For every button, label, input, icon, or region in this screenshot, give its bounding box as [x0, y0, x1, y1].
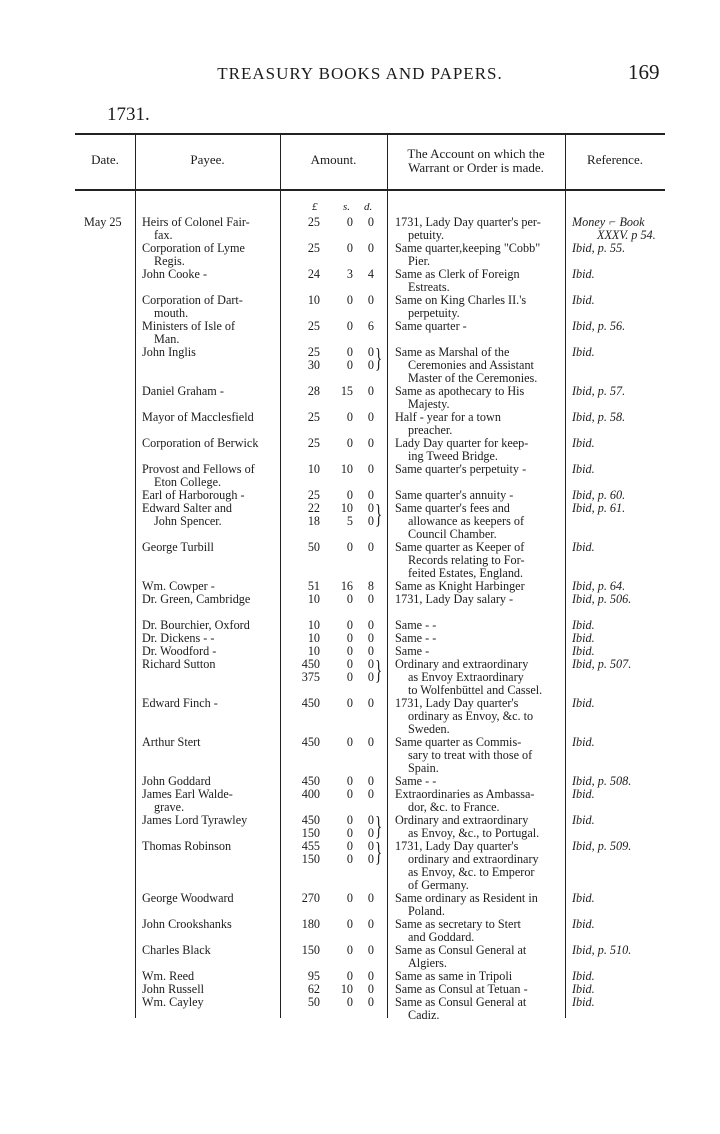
column-rule [565, 133, 566, 1018]
amount-pounds: 50 [307, 540, 320, 554]
column-rule [387, 133, 388, 1018]
amount-pence: 0 [367, 215, 374, 229]
amount-shillings: 0 [346, 488, 353, 502]
row-reference: Ibid, p. 61. [572, 501, 626, 515]
row-payee: Ministers of Isle of [142, 319, 236, 333]
amount-brace: } [375, 655, 383, 685]
amount-pence: 0 [367, 696, 374, 710]
row-account: Poland. [408, 904, 445, 918]
amount-pence: 0 [367, 657, 374, 671]
row-payee: Regis. [154, 254, 185, 268]
amount-pounds: 62 [307, 982, 320, 996]
amount-shillings: 5 [346, 514, 353, 528]
amount-shillings: 0 [346, 839, 353, 853]
row-account: perpetuity. [408, 306, 460, 320]
row-account: Same as apothecary to His [395, 384, 525, 398]
row-account: ing Tweed Bridge. [408, 449, 498, 463]
row-account: ordinary and extraordinary [408, 852, 539, 866]
amount-pounds: 51 [307, 579, 320, 593]
column-header-amount: Amount. [310, 152, 357, 167]
row-account: Same as Consul at Tetuan - [395, 982, 528, 996]
amount-shillings: 0 [346, 358, 353, 372]
amount-shillings: 0 [346, 631, 353, 645]
row-account: Cadiz. [408, 1008, 440, 1022]
amount-shillings: 0 [346, 735, 353, 749]
row-payee: Corporation of Lyme [142, 241, 245, 255]
amount-brace: } [375, 499, 383, 529]
amount-shillings: 0 [346, 215, 353, 229]
amount-pence: 0 [367, 631, 374, 645]
row-reference: Ibid, p. 508. [572, 774, 632, 788]
amount-shillings: 0 [346, 917, 353, 931]
column-rule [135, 133, 136, 1018]
row-account: as Envoy, &c., to Portugal. [408, 826, 540, 840]
amount-pounds: 30 [307, 358, 320, 372]
row-account: Same - - [395, 618, 437, 632]
row-payee: George Woodward [142, 891, 234, 905]
amount-pounds: 10 [307, 592, 320, 606]
amount-pounds: 450 [301, 735, 320, 749]
row-reference: Ibid. [572, 995, 595, 1009]
row-reference: Ibid. [572, 891, 595, 905]
amount-pounds: 150 [301, 852, 320, 866]
amount-pounds: 455 [301, 839, 320, 853]
column-header-date: Date. [91, 152, 119, 167]
row-payee: Wm. Cayley [142, 995, 204, 1009]
amount-pounds: 270 [301, 891, 320, 905]
amount-pounds: 10 [307, 293, 320, 307]
row-reference: Ibid. [572, 813, 595, 827]
amount-pounds: 95 [307, 969, 320, 983]
table-top-rule [75, 133, 665, 135]
amount-pence: 0 [367, 540, 374, 554]
amount-pence: 0 [367, 384, 374, 398]
amount-brace: } [375, 343, 383, 373]
row-account: to Wolfenbüttel and Cassel. [408, 683, 543, 697]
year-heading: 1731. [107, 104, 150, 125]
column-header-payee: Payee. [190, 152, 225, 167]
row-payee: John Inglis [142, 345, 196, 359]
amount-shillings: 0 [346, 319, 353, 333]
amount-shillings: 0 [346, 657, 353, 671]
amount-brace: } [375, 811, 383, 841]
amount-pounds: 50 [307, 995, 320, 1009]
row-payee: Wm. Cowper - [142, 579, 215, 593]
amount-pounds: 25 [307, 488, 320, 502]
row-reference: Ibid, p. 58. [572, 410, 626, 424]
row-account: Algiers. [408, 956, 447, 970]
page-number: 169 [628, 60, 660, 84]
amount-pence: 4 [367, 267, 374, 281]
row-account: Sweden. [408, 722, 450, 736]
column-header-account-line1: The Account on which the [407, 146, 545, 161]
pence-symbol: d. [364, 201, 373, 213]
row-payee: Earl of Harborough - [142, 488, 245, 502]
row-payee: Wm. Reed [142, 969, 195, 983]
amount-pounds: 22 [307, 501, 320, 515]
column-header-reference: Reference. [587, 152, 643, 167]
row-account: petuity. [408, 228, 445, 242]
row-payee: Heirs of Colonel Fair- [142, 215, 250, 229]
amount-pence: 0 [367, 436, 374, 450]
row-payee: Mayor of Macclesfield [142, 410, 254, 424]
row-account: Same quarter as Commis- [395, 735, 522, 749]
amount-pounds: 150 [301, 826, 320, 840]
row-account: Same on King Charles II.'s [395, 293, 527, 307]
row-account: feited Estates, England. [408, 566, 524, 580]
amount-pounds: 24 [307, 267, 320, 281]
amount-pounds: 25 [307, 241, 320, 255]
row-reference: Ibid. [572, 696, 595, 710]
amount-pounds: 10 [307, 644, 320, 658]
amount-pence: 0 [367, 488, 374, 502]
row-reference: Ibid, p. 57. [572, 384, 626, 398]
amount-brace: } [375, 837, 383, 867]
row-reference: Ibid, p. 510. [572, 943, 632, 957]
row-account: allowance as keepers of [408, 514, 525, 528]
row-payee: Dr. Dickens - - [142, 631, 215, 645]
row-reference: Ibid. [572, 540, 595, 554]
row-account: 1731, Lady Day quarter's [395, 696, 519, 710]
amount-pounds: 450 [301, 774, 320, 788]
row-reference: Ibid, p. 56. [572, 319, 626, 333]
row-payee: Man. [154, 332, 180, 346]
row-payee: grave. [154, 800, 185, 814]
row-account: Majesty. [408, 397, 450, 411]
row-account: 1731, Lady Day quarter's per- [395, 215, 541, 229]
amount-pounds: 18 [307, 514, 320, 528]
row-reference: Ibid. [572, 735, 595, 749]
row-account: Ordinary and extraordinary [395, 813, 529, 827]
row-account: Master of the Ceremonies. [408, 371, 538, 385]
amount-pence: 0 [367, 774, 374, 788]
amount-pence: 0 [367, 670, 374, 684]
row-payee: James Lord Tyrawley [142, 813, 248, 827]
row-reference: Ibid, p. 506. [572, 592, 632, 606]
row-reference: XXXV. p 54. [597, 228, 656, 242]
amount-shillings: 0 [346, 618, 353, 632]
amount-shillings: 0 [346, 345, 353, 359]
row-payee: Corporation of Berwick [142, 436, 259, 450]
row-account: preacher. [408, 423, 453, 437]
row-payee: John Cooke - [142, 267, 207, 281]
row-account: as Envoy Extraordinary [408, 670, 524, 684]
row-payee: mouth. [154, 306, 189, 320]
amount-shillings: 0 [346, 670, 353, 684]
amount-shillings: 3 [346, 267, 353, 281]
row-account: dor, &c. to France. [408, 800, 500, 814]
amount-pence: 0 [367, 982, 374, 996]
column-header-account [387, 147, 565, 175]
amount-shillings: 0 [346, 696, 353, 710]
amount-pence: 0 [367, 917, 374, 931]
row-payee: Corporation of Dart- [142, 293, 243, 307]
amount-pounds: 25 [307, 345, 320, 359]
row-account: Estreats. [408, 280, 450, 294]
amount-pence: 6 [367, 319, 374, 333]
row-reference: Ibid, p. 55. [572, 241, 626, 255]
amount-shillings: 0 [346, 436, 353, 450]
row-reference: Ibid. [572, 462, 595, 476]
row-account: Same as Consul General at [395, 943, 527, 957]
row-reference: Ibid. [572, 618, 595, 632]
pounds-symbol: £ [312, 201, 318, 213]
amount-pounds: 10 [307, 618, 320, 632]
amount-pence: 0 [367, 514, 374, 528]
row-account: Same as Clerk of Foreign [395, 267, 520, 281]
row-account: Same as same in Tripoli [395, 969, 513, 983]
row-account: ordinary as Envoy, &c. to [408, 709, 534, 723]
amount-shillings: 0 [346, 410, 353, 424]
row-account: Same as Consul General at [395, 995, 527, 1009]
amount-pounds: 180 [301, 917, 320, 931]
amount-pence: 0 [367, 813, 374, 827]
amount-pounds: 150 [301, 943, 320, 957]
row-payee: Daniel Graham - [142, 384, 224, 398]
amount-shillings: 0 [346, 969, 353, 983]
amount-shillings: 0 [346, 943, 353, 957]
row-account: Same ordinary as Resident in [395, 891, 538, 905]
amount-shillings: 16 [340, 579, 353, 593]
amount-shillings: 10 [340, 982, 353, 996]
row-payee: Dr. Bourchier, Oxford [142, 618, 250, 632]
amount-pence: 0 [367, 943, 374, 957]
row-reference: Ibid, p. 64. [572, 579, 626, 593]
row-payee: John Russell [142, 982, 204, 996]
row-account: Same as Marshal of the [395, 345, 510, 359]
amount-pounds: 25 [307, 319, 320, 333]
amount-shillings: 0 [346, 293, 353, 307]
row-account: Records relating to For- [408, 553, 525, 567]
row-payee: James Earl Walde- [142, 787, 233, 801]
row-account: Same - - [395, 774, 437, 788]
amount-pence: 0 [367, 293, 374, 307]
amount-shillings: 0 [346, 774, 353, 788]
amount-pence: 0 [367, 462, 374, 476]
amount-shillings: 10 [340, 501, 353, 515]
row-reference: Ibid. [572, 436, 595, 450]
row-account: and Goddard. [408, 930, 475, 944]
row-payee: Richard Sutton [142, 657, 216, 671]
row-account: as Envoy, &c. to Emperor [408, 865, 535, 879]
row-reference: Ibid. [572, 267, 595, 281]
amount-pounds: 400 [301, 787, 320, 801]
row-account: 1731, Lady Day quarter's [395, 839, 519, 853]
row-account: Ceremonies and Assistant [408, 358, 534, 372]
amount-shillings: 0 [346, 644, 353, 658]
row-account: Lady Day quarter for keep- [395, 436, 529, 450]
row-reference: Ibid, p. 509. [572, 839, 632, 853]
row-account: Same quarter's perpetuity - [395, 462, 527, 476]
amount-pence: 0 [367, 501, 374, 515]
amount-shillings: 0 [346, 241, 353, 255]
row-payee: Edward Salter and [142, 501, 233, 515]
amount-pence: 8 [367, 579, 374, 593]
row-account: Same quarter's fees and [395, 501, 510, 515]
row-payee: Thomas Robinson [142, 839, 232, 853]
row-reference: Ibid. [572, 644, 595, 658]
row-reference: Ibid. [572, 631, 595, 645]
amount-pounds: 25 [307, 215, 320, 229]
amount-pounds: 450 [301, 657, 320, 671]
row-account: Same - [395, 644, 430, 658]
row-reference: Ibid. [572, 345, 595, 359]
amount-pence: 0 [367, 839, 374, 853]
amount-shillings: 0 [346, 787, 353, 801]
amount-shillings: 0 [346, 995, 353, 1009]
amount-shillings: 0 [346, 826, 353, 840]
amount-pence: 0 [367, 891, 374, 905]
row-account: Pier. [408, 254, 431, 268]
row-account: Same quarter - [395, 319, 467, 333]
amount-pence: 0 [367, 995, 374, 1009]
row-account: Extraordinaries as Ambassa- [395, 787, 535, 801]
row-account: Ordinary and extraordinary [395, 657, 529, 671]
row-reference: Ibid, p. 60. [572, 488, 626, 502]
amount-shillings: 10 [340, 462, 353, 476]
row-payee: John Crookshanks [142, 917, 232, 931]
amount-pounds: 10 [307, 462, 320, 476]
column-rule [280, 133, 281, 1018]
row-payee: fax. [154, 228, 173, 242]
row-account: Half - year for a town [395, 410, 501, 424]
header-bottom-rule [75, 189, 665, 191]
row-reference: Ibid, p. 507. [572, 657, 632, 671]
row-account: Council Chamber. [408, 527, 497, 541]
row-account: Same quarter as Keeper of [395, 540, 525, 554]
row-account: sary to treat with those of [408, 748, 533, 762]
amount-shillings: 0 [346, 813, 353, 827]
row-account: 1731, Lady Day salary - [395, 592, 514, 606]
shillings-symbol: s. [343, 201, 351, 213]
amount-pence: 0 [367, 826, 374, 840]
amount-pence: 0 [367, 592, 374, 606]
amount-shillings: 15 [340, 384, 353, 398]
row-payee: Eton College. [154, 475, 222, 489]
row-reference: Ibid. [572, 982, 595, 996]
amount-pence: 0 [367, 644, 374, 658]
amount-pounds: 10 [307, 631, 320, 645]
amount-pence: 0 [367, 787, 374, 801]
row-date: May 25 [84, 215, 122, 229]
amount-pounds: 450 [301, 813, 320, 827]
row-payee: John Spencer. [154, 514, 222, 528]
row-payee: Edward Finch - [142, 696, 218, 710]
row-reference: Ibid. [572, 293, 595, 307]
row-payee: Provost and Fellows of [142, 462, 255, 476]
row-reference: Ibid. [572, 917, 595, 931]
row-account: Same as secretary to Stert [395, 917, 521, 931]
row-payee: John Goddard [142, 774, 211, 788]
row-payee: Dr. Woodford - [142, 644, 217, 658]
row-account: of Germany. [408, 878, 469, 892]
amount-pence: 0 [367, 358, 374, 372]
amount-pounds: 375 [301, 670, 320, 684]
row-account: Same as Knight Harbinger [395, 579, 525, 593]
amount-pounds: 25 [307, 410, 320, 424]
amount-pence: 0 [367, 241, 374, 255]
amount-pence: 0 [367, 969, 374, 983]
row-account: Same quarter,keeping "Cobb" [395, 241, 541, 255]
amount-pence: 0 [367, 618, 374, 632]
amount-pounds: 28 [307, 384, 320, 398]
amount-pounds: 25 [307, 436, 320, 450]
amount-shillings: 0 [346, 592, 353, 606]
column-header-account-line2: Warrant or Order is made. [408, 160, 544, 175]
row-payee: Arthur Stert [142, 735, 201, 749]
amount-shillings: 0 [346, 540, 353, 554]
row-account: Spain. [408, 761, 439, 775]
row-reference: Ibid. [572, 787, 595, 801]
amount-pounds: 450 [301, 696, 320, 710]
row-payee: George Turbill [142, 540, 214, 554]
amount-shillings: 0 [346, 852, 353, 866]
amount-pence: 0 [367, 410, 374, 424]
row-account: Same quarter's annuity - [395, 488, 514, 502]
row-account: Same - - [395, 631, 437, 645]
row-payee: Dr. Green, Cambridge [142, 592, 251, 606]
amount-pence: 0 [367, 852, 374, 866]
row-payee: Charles Black [142, 943, 211, 957]
running-title: TREASURY BOOKS AND PAPERS. [217, 64, 503, 83]
amount-shillings: 0 [346, 891, 353, 905]
amount-pence: 0 [367, 345, 374, 359]
amount-pence: 0 [367, 735, 374, 749]
row-reference: Money ⌐ Book [572, 215, 645, 229]
row-reference: Ibid. [572, 969, 595, 983]
